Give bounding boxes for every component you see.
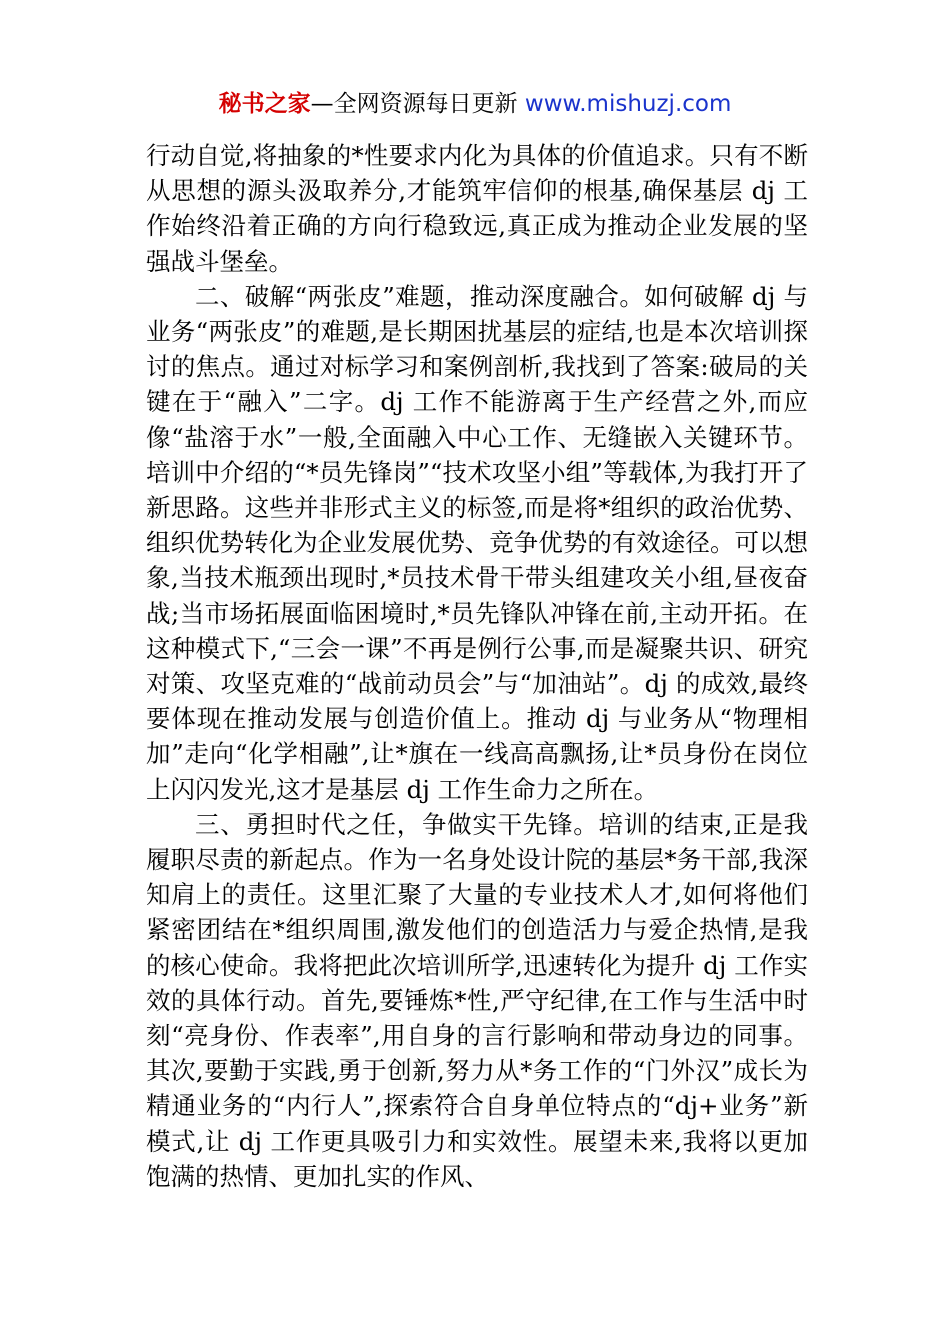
header-tagline: —全网资源每日更新 [310, 91, 525, 117]
paragraph-section-three: 三、勇担时代之任，争做实干先锋。培训的结束,正是我履职尽责的新起点。作为一名身处设计院的基层*务干部,我深知肩上的责任。这里汇聚了大量的专业技术人才,如何将他们紧密团结在*组织周围,激发他们的创造活力与爱企热情,是我的核心使命。我将把此次培训所学,迅速转化为提升 dj 工作实效的具体行动。首先,要锤炼*性,严守纪律,在工作与生活中时刻“亮身份、作表率”,用自身的言行影响和带动身边的同事。其次,要勤于实践,勇于创新,努力从*务工作的“门外汉”成长为精通业务的“内行人”,探索符合自身单位特点的“dj+业务”新模式,让 dj 工作更具吸引力和实效性。展望未来,我将以更加饱满的热情、更加扎实的作风、 [146, 809, 808, 1191]
header-site-link[interactable]: www.mishuzj.com [524, 91, 732, 117]
header-brand: 秘书之家 [218, 91, 311, 117]
document-body [146, 138, 808, 1194]
paragraph-continuation: 行动自觉,将抽象的*性要求内化为具体的价值追求。只有不断从思想的源头汲取养分,才能筑牢信仰的根基,确保基层 dj 工作始终沿着正确的方向行稳致远,真正成为推动企业发展的坚强战斗堡垒。 [146, 141, 808, 276]
page-header [0, 88, 950, 120]
paragraph-section-two: 二、破解“两张皮”难题，推动深度融合。如何破解 dj 与业务“两张皮”的难题,是长期困扰基层的症结,也是本次培训探讨的焦点。通过对标学习和案例剖析,我找到了答案:破局的关键在于“融入”二字。dj 工作不能游离于生产经营之外,而应像“盐溶于水”一般,全面融入中心工作、无缝嵌入关键环节。培训中介绍的“*员先锋岗”“技术攻坚小组”等载体,为我打开了新思路。这些并非形式主义的标签,而是将*组织的政治优势、组织优势转化为企业发展优势、竞争优势的有效途径。可以想象,当技术瓶颈出现时,*员技术骨干带头组建攻关小组,昼夜奋战;当市场拓展面临困境时,*员先锋队冲锋在前,主动开拓。在这种模式下,“三会一课”不再是例行公事,而是凝聚共识、研究对策、攻坚克难的“战前动员会”与“加油站”。dj 的成效,最终要体现在推动发展与创造价值上。推动 dj 与业务从“物理相加”走向“化学相融”,让*旗在一线高高飘扬,让*员身份在岗位上闪闪发光,这才是基层 dj 工作生命力之所在。 [146, 281, 808, 804]
